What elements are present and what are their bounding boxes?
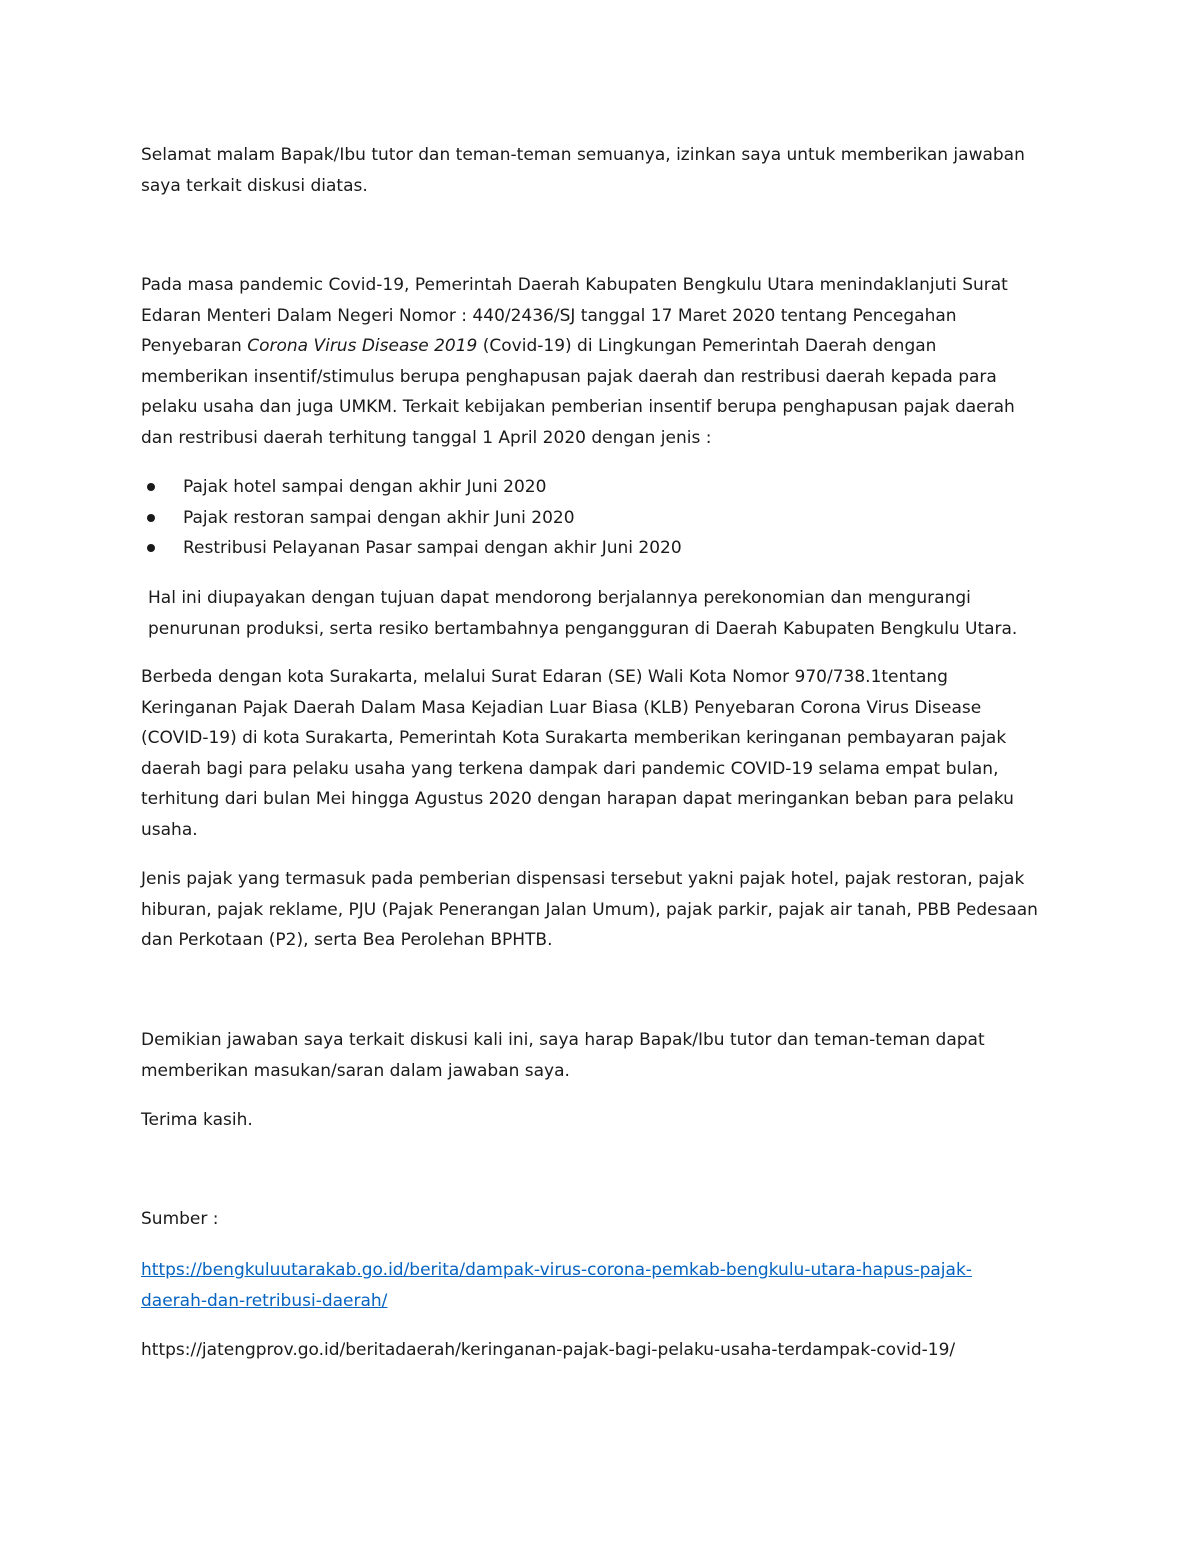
italic-term: Corona Virus Disease 2019 <box>247 336 478 356</box>
intro-paragraph <box>141 140 1061 201</box>
paragraph-line <box>141 331 1061 362</box>
paragraph-line: memberikan insentif/stimulus berupa penghapusan pajak daerah dan restribusi daerah kepada para <box>141 366 997 387</box>
paragraph-line: Edaran Menteri Dalam Negeri Nomor : 440/2436/SJ tanggal 17 Maret 2020 tentang Pencegahan <box>141 305 957 326</box>
closing-paragraph <box>141 1025 1061 1086</box>
paragraph-line: Hal ini diupayakan dengan tujuan dapat mendorong berjalannya perekonomian dan mengurangi <box>148 588 971 608</box>
paragraph-tax-types <box>141 864 1061 956</box>
paragraph-line: Keringanan Pajak Daerah Dalam Masa Kejadian Luar Biasa (KLB) Penyebaran Corona Virus Disease <box>141 697 982 718</box>
list-item <box>141 472 1061 503</box>
paragraph-purpose <box>148 583 1068 644</box>
source-link-line[interactable]: daerah-dan-retribusi-daerah/ <box>141 1290 388 1311</box>
paragraph-line: penurunan produksi, serta resiko bertambahnya pengangguran di Daerah Kabupaten Bengkulu Utara. <box>148 618 1018 639</box>
sources-label-text: Sumber : <box>141 1209 219 1229</box>
intro-line: Selamat malam Bapak/Ibu tutor dan teman-teman semuanya, izinkan saya untuk memberikan jawaban <box>141 145 1025 165</box>
paragraph-covid-bengkulu <box>141 270 1061 453</box>
paragraph-text: Penyebaran <box>141 336 248 356</box>
thanks-line <box>141 1105 1061 1136</box>
paragraph-line: hiburan, pajak reklame, PJU (Pajak Penerangan Jalan Umum), pajak parkir, pajak air tanah, PBB Pedesaan <box>141 899 1038 920</box>
bullet-icon <box>147 514 155 522</box>
paragraph-surakarta <box>141 662 1061 845</box>
list-item-text: Pajak restoran sampai dengan akhir Juni 2020 <box>183 507 575 528</box>
paragraph-line: dan Perkotaan (P2), serta Bea Perolehan BPHTB. <box>141 930 553 950</box>
paragraph-line: memberikan masukan/saran dalam jawaban saya. <box>141 1060 570 1081</box>
bullet-icon <box>147 483 155 491</box>
intro-line: saya terkait diskusi diatas. <box>141 175 368 196</box>
list-item <box>141 533 1061 564</box>
paragraph-line: Demikian jawaban saya terkait diskusi kali ini, saya harap Bapak/Ibu tutor dan teman-teman dapat <box>141 1030 985 1050</box>
list-item-text: Restribusi Pelayanan Pasar sampai dengan akhir Juni 2020 <box>183 538 682 558</box>
paragraph-text: (Covid-19) di Lingkungan Pemerintah Daerah dengan <box>477 336 937 356</box>
paragraph-line: Jenis pajak yang termasuk pada pemberian dispensasi tersebut yakni pajak hotel, pajak restoran, pajak <box>141 869 1025 889</box>
paragraph-line: dan restribusi daerah terhitung tanggal 1 April 2020 dengan jenis : <box>141 427 712 448</box>
tax-type-list <box>141 472 1061 564</box>
paragraph-line: (COVID-19) di kota Surakarta, Pemerintah Kota Surakarta memberikan keringanan pembayaran pajak <box>141 728 1007 748</box>
source-link-jateng <box>141 1335 1061 1366</box>
paragraph-line: Berbeda dengan kota Surakarta, melalui Surat Edaran (SE) Wali Kota Nomor 970/738.1tentang <box>141 667 948 687</box>
paragraph-line: daerah bagi para pelaku usaha yang terkena dampak dari pandemic COVID-19 selama empat bulan, <box>141 758 999 779</box>
paragraph-line: Pada masa pandemic Covid-19, Pemerintah Daerah Kabupaten Bengkulu Utara menindaklanjuti Surat <box>141 275 1008 295</box>
source-url-text: https://jatengprov.go.id/beritadaerah/keringanan-pajak-bagi-pelaku-usaha-terdampak-covid-19/ <box>141 1340 956 1360</box>
list-item <box>141 503 1061 534</box>
paragraph-line: terhitung dari bulan Mei hingga Agustus 2020 dengan harapan dapat meringankan beban para pelaku <box>141 789 1014 809</box>
thanks-text: Terima kasih. <box>141 1110 253 1130</box>
list-item-text: Pajak hotel sampai dengan akhir Juni 2020 <box>183 477 547 497</box>
bullet-icon <box>147 544 155 552</box>
source-link-line[interactable]: https://bengkuluutarakab.go.id/berita/dampak-virus-corona-pemkab-bengkulu-utara-hapus-pajak- <box>141 1260 972 1280</box>
source-link-bengkulu <box>141 1255 1061 1316</box>
paragraph-line: usaha. <box>141 819 198 840</box>
sources-label <box>141 1204 1061 1235</box>
paragraph-line: pelaku usaha dan juga UMKM. Terkait kebijakan pemberian insentif berupa penghapusan pajak daerah <box>141 397 1015 417</box>
